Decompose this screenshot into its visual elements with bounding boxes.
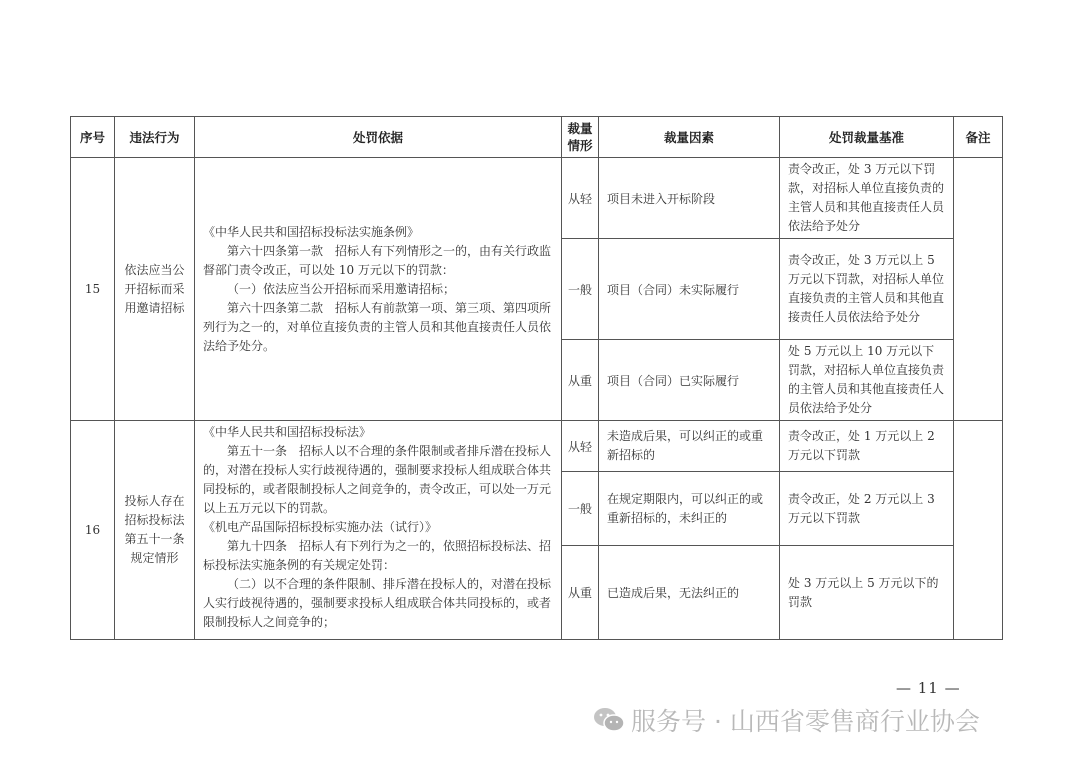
page-number: — 11 — (896, 679, 961, 697)
factor-cell: 项目（合同）未实际履行 (599, 239, 780, 340)
remark-cell (954, 421, 1003, 640)
standard-cell: 责令改正，处 3 万元以下罚款，对招标人单位直接负责的主管人员和其他直接责任人员依法给予处分 (780, 158, 954, 239)
basis-line: 第六十四条第二款 招标人有前款第一项、第三项、第四项所列行为之一的，对单位直接负责的主管人员和其他直接责任人员依法给予处分。 (203, 300, 552, 353)
header-factor: 裁量因素 (599, 117, 780, 158)
basis-line: （一）依法应当公开招标而采用邀请招标； (227, 281, 456, 296)
header-situation: 裁量 情形 (562, 117, 599, 158)
basis-line: 第九十四条 招标人有下列行为之一的，依照招标投标法、招标投标法实施条例的有关规定处罚： (203, 539, 552, 572)
table-header-row (71, 117, 1003, 158)
situation-cell: 一般 (562, 239, 599, 340)
basis-line: 《中华人民共和国招标投标法》 (203, 425, 372, 439)
violation-cell: 依法应当公 开招标而采 用邀请招标 (115, 158, 195, 421)
header-violation: 违法行为 (115, 117, 195, 158)
basis-line: 《中华人民共和国招标投标法实施条例》 (203, 224, 420, 239)
situation-cell: 从重 (562, 340, 599, 421)
standard-cell: 处 3 万元以上 5 万元以下的罚款 (780, 546, 954, 640)
standard-cell: 处 5 万元以上 10 万元以下罚款，对招标人单位直接负责的主管人员和其他直接责任人员依法给予处分 (780, 340, 954, 421)
header-remark: 备注 (954, 117, 1003, 158)
situation-cell: 从重 (562, 546, 599, 640)
factor-cell: 在规定期限内，可以纠正的或重新招标的，未纠正的 (599, 472, 780, 546)
standard-cell: 责令改正，处 2 万元以上 3 万元以下罚款 (780, 472, 954, 546)
basis-line: 第五十一条 招标人以不合理的条件限制或者排斥潜在投标人的，对潜在投标人实行歧视待遇的，强制要求投标人组成联合体共同投标的，或者限制投标人之间竞争的，责令改正，可以处一万元以上五万元以下的罚款。 (203, 444, 552, 515)
violation-cell: 投标人存在 招标投标法 第五十一条 规定情形 (115, 421, 195, 640)
row-number: 15 (71, 158, 115, 421)
penalty-basis-cell (195, 421, 562, 640)
factor-cell: 项目未进入开标阶段 (599, 158, 780, 239)
remark-cell (954, 158, 1003, 421)
situation-cell: 一般 (562, 472, 599, 546)
header-standard: 处罚裁量基准 (780, 117, 954, 158)
situation-cell: 从轻 (562, 421, 599, 472)
penalty-discretion-table (70, 116, 1003, 640)
basis-line: （二）以不合理的条件限制、排斥潜在投标人的，对潜在投标人实行歧视待遇的，强制要求投标人组成联合体共同投标的，或者限制投标人之间竞争的； (203, 577, 552, 629)
header-no: 序号 (71, 117, 115, 158)
table-row (71, 421, 1003, 472)
wechat-icon (593, 706, 625, 734)
row-number: 16 (71, 421, 115, 640)
standard-cell: 责令改正，处 1 万元以上 2 万元以下罚款 (780, 421, 954, 472)
table-row (71, 158, 1003, 239)
factor-cell: 项目（合同）已实际履行 (599, 340, 780, 421)
standard-cell: 责令改正，处 3 万元以上 5 万元以下罚款，对招标人单位直接负责的主管人员和其他直接责任人员依法给予处分 (780, 239, 954, 340)
penalty-basis-cell (195, 158, 562, 421)
watermark-text: 服务号 · 山西省零售商行业协会 (631, 707, 980, 736)
basis-line: 第六十四条第一款 招标人有下列情形之一的，由有关行政监督部门责令改正，可以处 10 万元以下的罚款： (203, 243, 552, 277)
basis-line: 《机电产品国际招标投标实施办法（试行）》 (203, 520, 438, 534)
situation-cell: 从轻 (562, 158, 599, 239)
factor-cell: 已造成后果，无法纠正的 (599, 546, 780, 640)
factor-cell: 未造成后果，可以纠正的或重新招标的 (599, 421, 780, 472)
header-basis: 处罚依据 (195, 117, 562, 158)
watermark (593, 700, 980, 740)
